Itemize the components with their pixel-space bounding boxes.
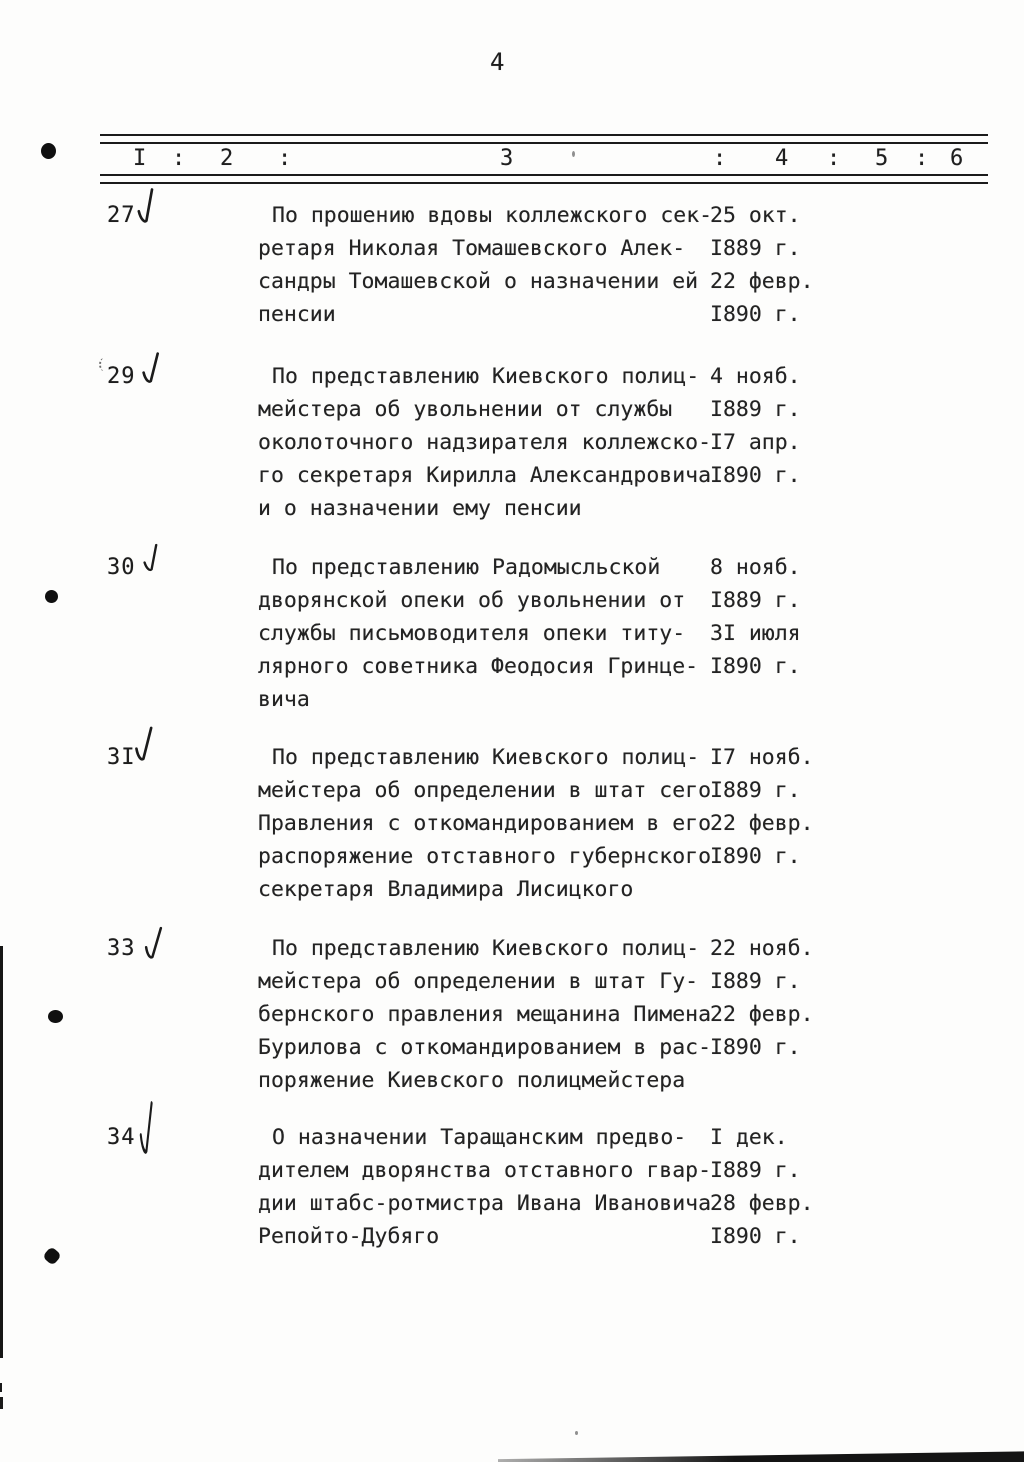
entry-text-block (258, 1125, 898, 1257)
case-description-text: По представлению Радомысльской (272, 555, 661, 580)
date-text: I7 апр. (710, 430, 801, 455)
case-description-text: распоряжение отставного губернского (258, 844, 712, 869)
entry-line (258, 496, 898, 529)
entry-line (258, 936, 898, 969)
entry-text-block (258, 745, 898, 910)
case-description-text: Бурилова с откомандированием в рас- (258, 1035, 712, 1060)
entry-line (258, 269, 898, 302)
date-text: I889 г. (710, 397, 801, 422)
case-description-text: го секретаря Кирилла Александровича (258, 463, 712, 488)
date-text: 22 февр. (710, 269, 814, 294)
entry-line (258, 236, 898, 269)
scan-edge-dash (0, 1383, 2, 1392)
entry-line (258, 687, 898, 720)
date-text: 22 февр. (710, 811, 814, 836)
case-description-text: пенсии (258, 302, 336, 327)
entry-line (258, 1002, 898, 1035)
header-col-5: 5 (875, 146, 889, 171)
entry-line (258, 1068, 898, 1101)
entry-line (258, 778, 898, 811)
entry-line (258, 1191, 898, 1224)
case-description-text: дворянской опеки об увольнении от (258, 588, 686, 613)
date-text: I7 нояб. (710, 745, 814, 770)
checkmark-icon (132, 726, 155, 763)
case-description-text: По прошению вдовы коллежского сек- (272, 203, 713, 228)
header-separator: : (827, 146, 841, 171)
case-description-text: По представлению Киевского полиц- (272, 364, 700, 389)
header-rule-top (100, 134, 988, 144)
entry-line (258, 302, 898, 335)
case-description-text: О назначении Таращанским предво- (272, 1125, 687, 1150)
date-text: 25 окт. (710, 203, 801, 228)
date-text: 8 нояб. (710, 555, 801, 580)
page-number: 4 (490, 48, 505, 76)
entry-line (258, 654, 898, 687)
entry-line (258, 1224, 898, 1257)
case-description-text: По представлению Киевского полиц- (272, 745, 700, 770)
case-description-text: мейстера об увольнении от службы (258, 397, 673, 422)
header-separator: : (915, 146, 929, 171)
entry-line (258, 588, 898, 621)
case-description-text: вича (258, 687, 310, 712)
entry-text-block (258, 936, 898, 1101)
entry-line (258, 203, 898, 236)
header-separator: : (713, 146, 727, 171)
case-description-text: По представлению Киевского полиц- (272, 936, 700, 961)
entry-number: 29 (107, 364, 136, 389)
entry-number: 27 (107, 203, 136, 228)
date-text: 22 февр. (710, 1002, 814, 1027)
scan-edge-line (0, 946, 3, 1358)
date-text: I889 г. (710, 969, 801, 994)
header-col-3: 3 (500, 146, 514, 171)
date-text: I890 г. (710, 463, 801, 488)
header-col-2: 2 (220, 146, 234, 171)
entry-line (258, 969, 898, 1002)
date-text: 4 нояб. (710, 364, 801, 389)
checkmark-icon (137, 1100, 156, 1157)
case-description-text: лярного советника Феодосия Гринце- (258, 654, 699, 679)
date-text: I890 г. (710, 654, 801, 679)
entry-line (258, 745, 898, 778)
entry-number: 30 (107, 555, 136, 580)
date-text: I889 г. (710, 1158, 801, 1183)
entry-text-block (258, 555, 898, 720)
header-separator: : (278, 146, 292, 171)
checkmark-icon (139, 543, 163, 574)
header-col-I: I (133, 146, 147, 171)
case-description-text: и о назначении ему пенсии (258, 496, 582, 521)
date-text: I889 г. (710, 236, 801, 261)
header-separator: : (172, 146, 186, 171)
date-text: 3I июля (710, 621, 801, 646)
scan-bottom-shadow (498, 1449, 1024, 1462)
date-text: I889 г. (710, 588, 801, 613)
date-text: I889 г. (710, 778, 801, 803)
entry-line (258, 463, 898, 496)
bullet-mark-icon (48, 1010, 63, 1023)
date-text: I890 г. (710, 302, 801, 327)
case-description-text: секретаря Владимира Лисицкого (258, 877, 634, 902)
bullet-mark-icon (42, 1246, 62, 1266)
header-rule-bottom (100, 174, 988, 184)
entry-number: 34 (107, 1125, 136, 1150)
entry-line (258, 811, 898, 844)
ink-speck (572, 151, 575, 157)
entry-line (258, 1125, 898, 1158)
case-description-text: бернского правления мещанина Пимена (258, 1002, 712, 1027)
bullet-mark-icon (45, 590, 58, 603)
entry-line (258, 1035, 898, 1068)
scan-edge-dash (0, 1397, 3, 1409)
entry-line (258, 621, 898, 654)
entry-number: 3I (107, 745, 136, 770)
stray-ink-mark (99, 358, 109, 371)
case-description-text: мейстера об определении в штат сего (258, 778, 712, 803)
case-description-text: дителем дворянства отставного гвар- (258, 1158, 712, 1183)
entry-line (258, 844, 898, 877)
entry-line (258, 555, 898, 588)
case-description-text: Репойто-Дубяго (258, 1224, 440, 1249)
checkmark-icon (139, 351, 163, 384)
case-description-text: дии штабс-ротмистра Ивана Ивановича (258, 1191, 712, 1216)
entry-text-block (258, 364, 898, 529)
entry-text-block (258, 203, 898, 335)
case-description-text: службы письмоводителя опеки титу- (258, 621, 686, 646)
case-description-text: околоточного надзирателя коллежско- (258, 430, 712, 455)
entry-line (258, 1158, 898, 1191)
header-col-6: 6 (950, 146, 964, 171)
entry-number: 33 (107, 936, 136, 961)
case-description-text: сандры Томашевской о назначении ей (258, 269, 699, 294)
date-text: I дек. (710, 1125, 788, 1150)
date-text: I890 г. (710, 844, 801, 869)
case-description-text: ретаря Николая Томашевского Алек- (258, 236, 686, 261)
date-text: I890 г. (710, 1035, 801, 1060)
header-col-4: 4 (775, 146, 789, 171)
bullet-mark-icon (41, 143, 56, 159)
checkmark-icon (133, 187, 159, 225)
date-text: I890 г. (710, 1224, 801, 1249)
entry-line (258, 877, 898, 910)
case-description-text: Правления с откомандированием в его (258, 811, 712, 836)
case-description-text: поряжение Киевского полицмейстера (258, 1068, 686, 1093)
checkmark-icon (143, 926, 164, 960)
entry-line (258, 430, 898, 463)
date-text: 28 февр. (710, 1191, 814, 1216)
entry-line (258, 397, 898, 430)
ink-speck (575, 1431, 578, 1435)
date-text: 22 нояб. (710, 936, 814, 961)
case-description-text: мейстера об определении в штат Гу- (258, 969, 699, 994)
entry-line (258, 364, 898, 397)
